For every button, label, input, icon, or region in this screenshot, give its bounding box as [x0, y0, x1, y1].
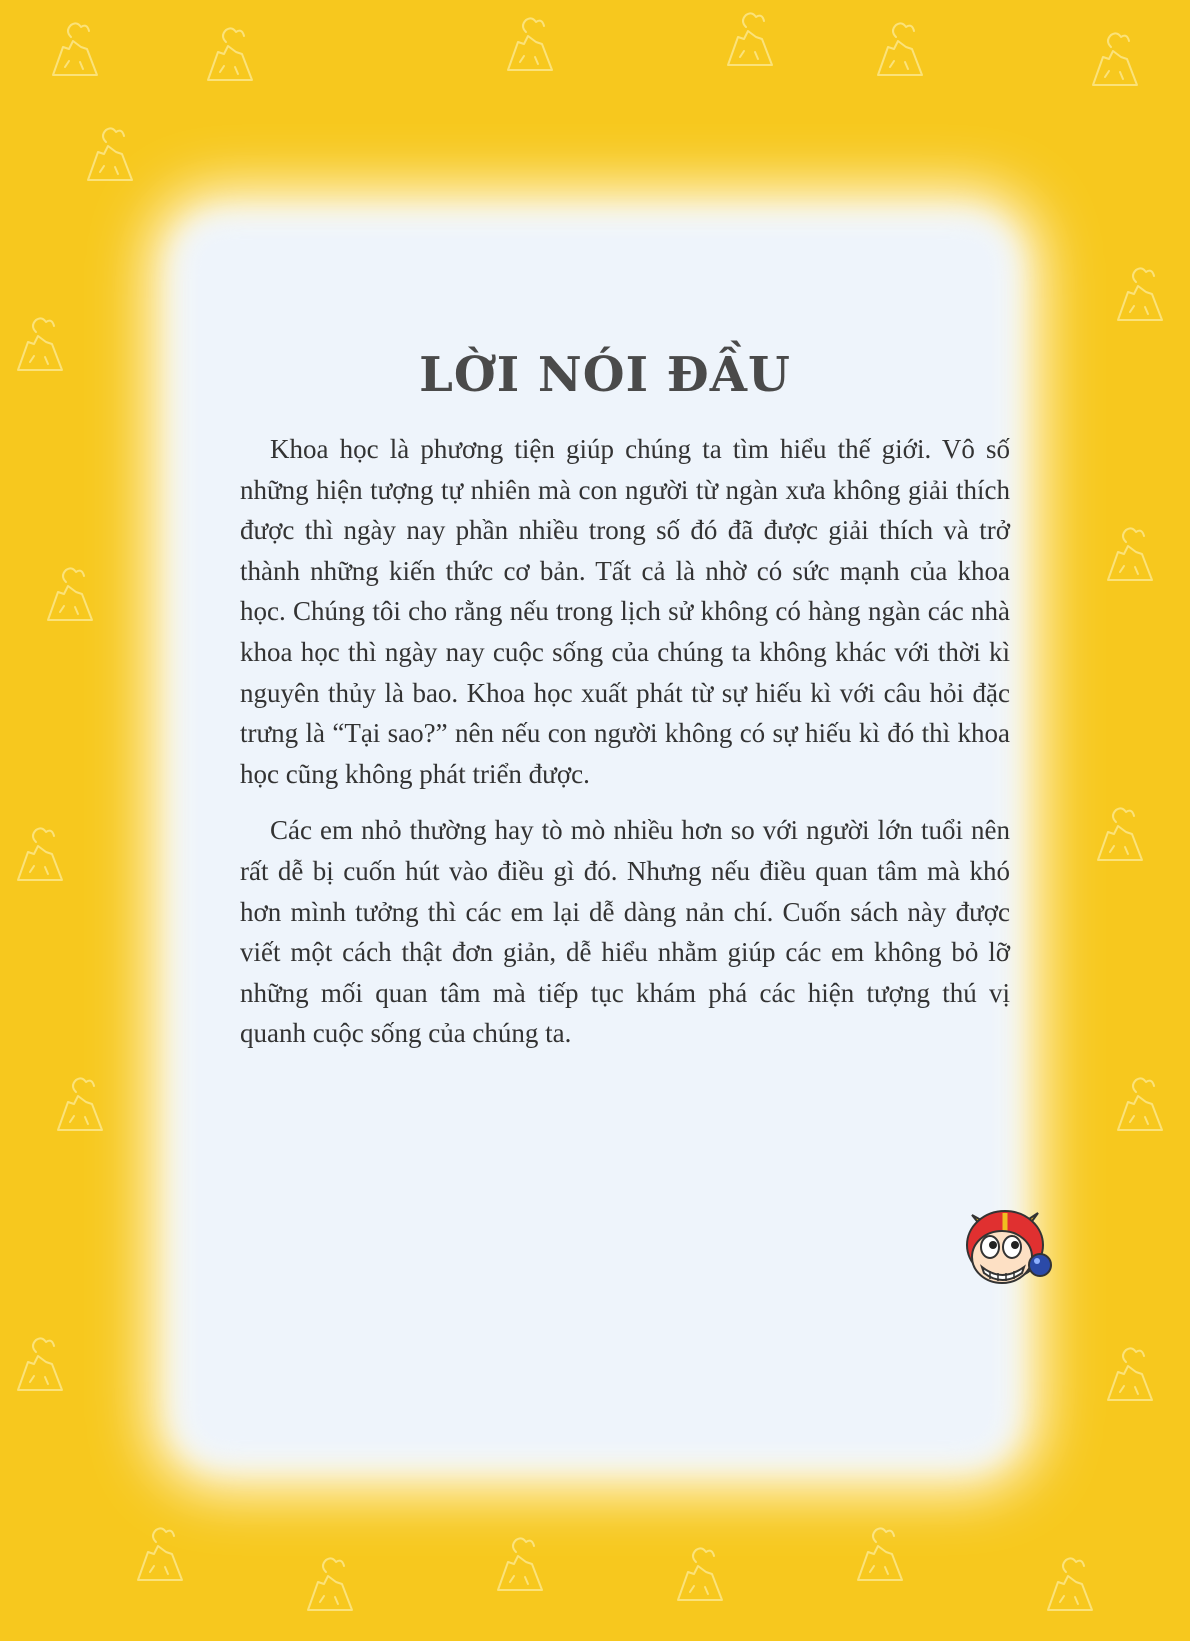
robot-mascot-icon — [950, 1195, 1060, 1295]
preface-content — [240, 340, 1010, 1140]
page-title: LỜI NÓI ĐẦU — [419, 347, 791, 403]
paragraph-1: Khoa học là phương tiện giúp chúng ta tìm hiểu thế giới. Vô số những hiện tượng tự nhiên mà con người từ ngàn xưa không giải thích được thì ngày nay phần nhiều trong số đó đã được giải thích và trở thành những kiến thức cơ bản. Tất cả là nhờ có sức mạnh của khoa học. Chúng tôi cho rằng nếu trong lịch sử không có hàng ngàn các nhà khoa học thì ngày nay cuộc sống của chúng ta không khác với thời kì nguyên thủy là bao. Khoa học xuất phát từ sự hiếu kì với câu hỏi đặc trưng là “Tại sao?” nên nếu con người không có sự hiếu kì đó thì khoa học cũng không phát triển được. — [240, 434, 1010, 789]
paragraph-2: Các em nhỏ thường hay tò mò nhiều hơn so với người lớn tuổi nên rất dễ bị cuốn hút vào điều gì đó. Nhưng nếu điều quan tâm mà khó hơn mình tưởng thì các em lại dễ dàng nản chí. Cuốn sách này được viết một cách thật đơn giản, dễ hiểu nhằm giúp các em không bỏ lỡ những mối quan tâm mà tiếp tục khám phá các hiện tượng thú vị quanh cuộc sống của chúng ta. — [240, 815, 1010, 1049]
